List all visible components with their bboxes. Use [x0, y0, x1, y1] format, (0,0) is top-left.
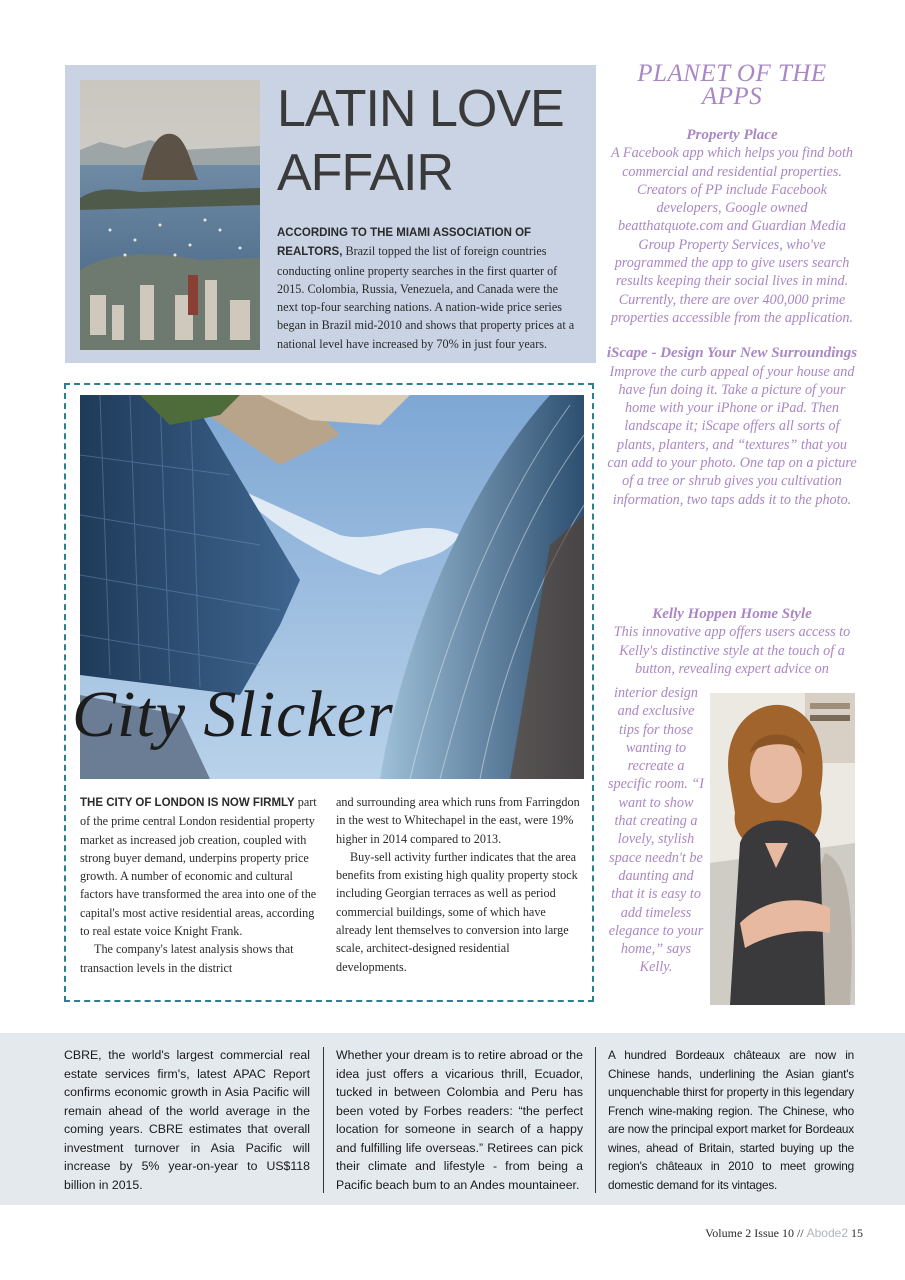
- app-description: A Facebook app which helps you find both commercial and residential properties. Creators of PP include Facebook developers, Google owned beatthatquote.com and Guardian Media Group Property Services, who've programmed the app to give users search results keeping their social lives in mind. Currently, there are over 400,000 prime properties accessible from the application.: [610, 145, 854, 326]
- apps-title: [606, 62, 858, 108]
- portrait-illustration: [710, 693, 855, 1005]
- latin-lead-in: ACCORDING TO THE MIAMI ASSOCIATION OF REALTORS,: [277, 227, 532, 259]
- app-item: [606, 344, 858, 509]
- brand-name: Abode2: [806, 1226, 848, 1240]
- latin-love-affair-box: [65, 65, 596, 363]
- latin-article-body: [277, 223, 582, 353]
- kelly-description-narrow: interior design and exclusive tips for those wanting to recreate a specific room. “I want to show that creating a lovely, stylish space needn't be daunting and that it is easy to add timeless elegance to your home,” says Kelly.: [607, 685, 704, 976]
- latin-love-affair-title: [277, 77, 587, 205]
- news-briefs-band: [0, 1033, 905, 1205]
- rio-illustration: [80, 80, 260, 350]
- page-footer: [705, 1226, 863, 1241]
- app-heading: Kelly Hoppen Home Style: [652, 606, 812, 622]
- app-item: [606, 126, 858, 327]
- column-divider: [323, 1047, 324, 1193]
- app-heading: Property Place: [686, 127, 778, 143]
- city-col2-paragraph-2: Buy-sell activity further indicates that the area benefits from existing high quality property stock including Georgian terraces as well as period commercial buildings, some of which have already lent themselves to conversion into large scale, architect-designed residential developments.: [336, 849, 578, 974]
- city-slicker-box: [64, 383, 594, 1002]
- city-col2-paragraph-1: and surrounding area which runs from Farringdon in the west to Whitechapel in the east, were 19% higher in 2014 compared to 2013.: [336, 795, 580, 846]
- kelly-description-wide: This innovative app offers users access to Kelly's distinctive style at the touch of a button, revealing expert advice on: [613, 624, 851, 677]
- apps-title-line2: APPS: [701, 83, 763, 110]
- city-article-column-1: [80, 793, 320, 977]
- brief-ecuador: Whether your dream is to retire abroad or the idea just offers a vicarious thrill, Ecuador, tucked in between Colombia and Peru has been voted by Forbes readers: “the perfect location for someone in search of a happy and fulfilling life overseas.” Retirees can pick their climate and lifestyle - from being a Pacific beach bum to an Andes mountaineer.: [336, 1048, 583, 1192]
- brief-cbre: CBRE, the world's largest commercial real estate services firm's, latest APAC Report confirms economic growth in Asia Pacific will remain ahead of the world average in the coming years. CBRE estimates that overall investment turnover in Asia Pacific will increase by 5% year-on-year to US$118 billion in 2015.: [64, 1048, 310, 1192]
- city-article-column-2: [336, 793, 581, 976]
- kelly-hoppen-app-block: [606, 605, 858, 678]
- city-col1-paragraph-1: part of the prime central London residential property market as increased job creation, coupled with strong buyer demand, underpins property price growth. A number of economic and cultural factors have transformed the area into one of the capital's most active residential areas, according to real estate voice Knight Frank.: [80, 795, 317, 939]
- city-col1-paragraph-2: The company's latest analysis shows that transaction levels in the district: [80, 942, 294, 975]
- rio-de-janeiro-photo: [80, 80, 260, 350]
- latin-body-text: Brazil topped the list of foreign countries conducting online property searches in the first quarter of 2015. Colombia, Russia, Venezuela, and Canada were the next top-four searching nations. A nation-wide price series began in Brazil mid-2010 and shows that property prices at a national level have increased by 70% in just four years.: [277, 244, 575, 351]
- apps-title-line1: PLANET OF THE: [637, 60, 827, 87]
- app-description: Improve the curb appeal of your house and have fun doing it. Take a picture of your home with your iPhone or iPad. Then landscape it; iScape offers all sorts of plants, planters, and “textures” that you can add to your photo. One tap on a picture of a tree or shrub gives you cultivation information, two taps adds it to the photo.: [607, 363, 857, 508]
- city-slicker-title: City Slicker: [72, 678, 394, 751]
- column-divider: [595, 1047, 596, 1193]
- kelly-hoppen-photo: [710, 693, 855, 1005]
- page-number: 15: [851, 1226, 863, 1240]
- latin-title-line2: AFFAIR: [277, 144, 454, 202]
- planet-of-the-apps-column: [606, 62, 858, 526]
- city-lead-in: THE CITY OF LONDON IS NOW FIRMLY: [80, 797, 295, 809]
- issue-label: Volume 2 Issue 10 //: [705, 1226, 804, 1240]
- brief-bordeaux: A hundred Bordeaux châteaux are now in Chinese hands, underlining the Asian giant's unquenchable thirst for property in this legendary French wine-making region. The Chinese, who are now the principal export market for Bordeaux wines, ahead of Britain, started buying up the region's châteaux in 2010 to meet growing domestic demand for its vintages.: [608, 1048, 854, 1192]
- app-heading: iScape - Design Your New Surroundings: [606, 345, 858, 362]
- latin-title-line1: LATIN LOVE: [277, 80, 564, 138]
